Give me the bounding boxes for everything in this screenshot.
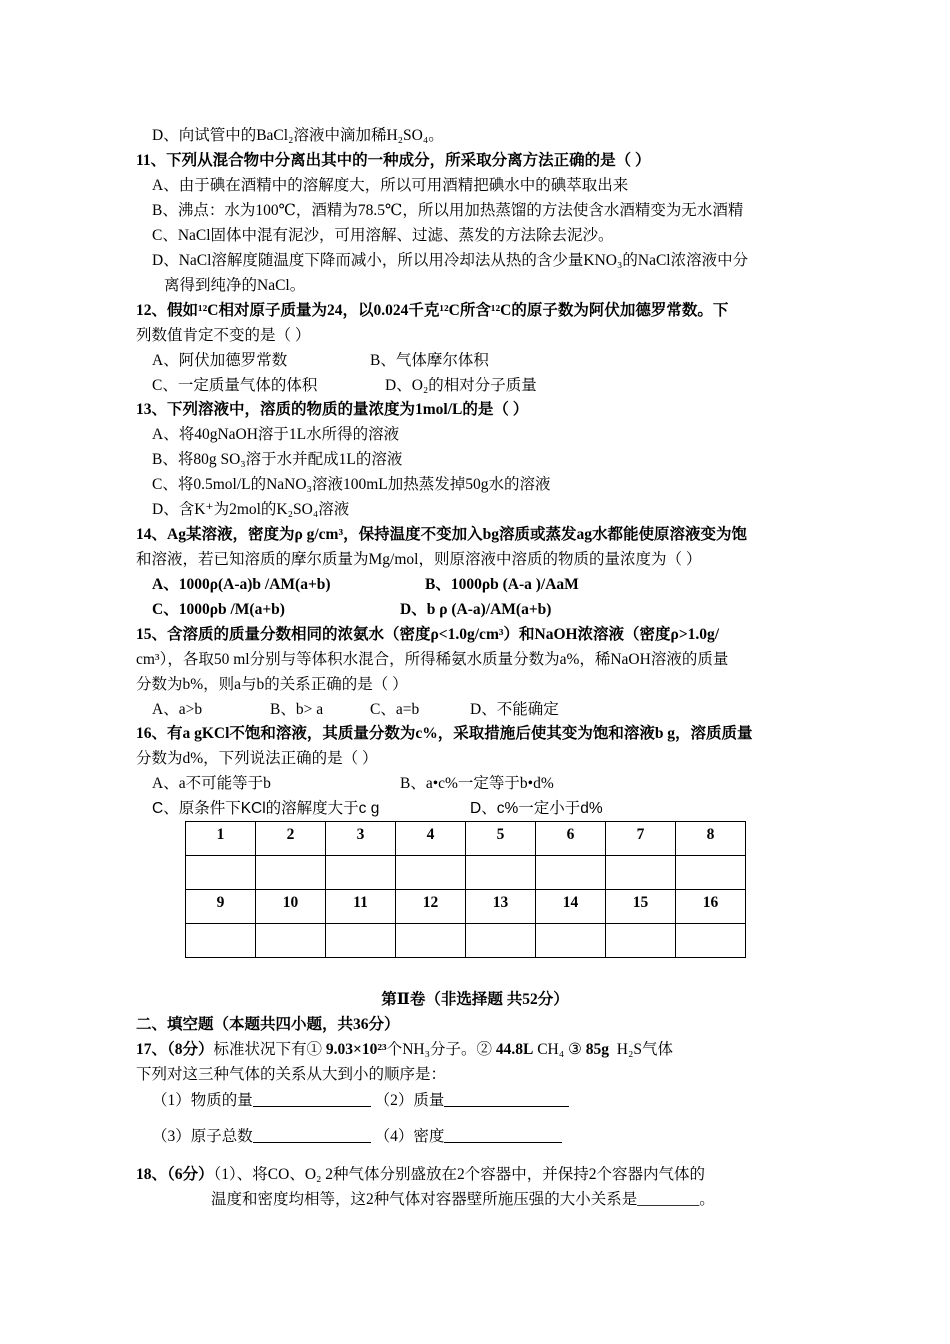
q17-score: （8分） bbox=[167, 1041, 214, 1058]
q12-option-b: B、气体摩尔体积 bbox=[370, 352, 489, 369]
q14-option-c: C、1000ρb /M(a+b) bbox=[152, 601, 285, 618]
q12-stem-cont: 列数值肯定不变的是（ ） bbox=[136, 327, 311, 344]
q12-option-c: C、一定质量气体的体积 bbox=[152, 377, 318, 394]
answer-number-14: 14 bbox=[536, 890, 606, 924]
part2-title: 第Ⅱ卷（非选择题 共52分） bbox=[381, 991, 569, 1008]
answer-number-7: 7 bbox=[606, 822, 676, 856]
q16-stem-cont: 分数为d%，下列说法正确的是（ ） bbox=[136, 750, 378, 767]
q16-option-c: C、原条件下KCl的溶解度大于c g bbox=[152, 800, 380, 817]
q15-stem-cont2: 分数为b%，则a与b的关系正确的是（ ） bbox=[136, 676, 408, 693]
answer-number-4: 4 bbox=[396, 822, 466, 856]
answer-blank[interactable] bbox=[253, 1090, 371, 1107]
answer-cell[interactable] bbox=[536, 924, 606, 958]
q11-option-b: B、沸点：水为100℃，酒精为78.5℃，所以用加热蒸馏的方法使含水酒精变为无水酒精 bbox=[152, 202, 744, 219]
q13-stem-text: 13、下列溶液中，溶质的物质的量浓度为1mol/L的是（ ） bbox=[136, 401, 529, 418]
answer-table-blank-row-1 bbox=[186, 856, 746, 890]
q17-stem bbox=[136, 1040, 673, 1060]
q15-stem-text: 15、含溶质的质量分数相同的浓氨水（密度ρ<1.0g/cm³）和NaOH浓溶液（密度ρ>1.0g/ bbox=[136, 626, 720, 643]
answer-cell[interactable] bbox=[256, 924, 326, 958]
q15-option-d: D、不能确定 bbox=[470, 701, 559, 718]
answer-table-header-row-2 bbox=[186, 890, 746, 924]
q15-option-a: A、a>b bbox=[152, 701, 203, 718]
q14-option-b: B、1000ρb (A-a )/AaM bbox=[425, 576, 579, 593]
q13-option-d: D、含K⁺为2mol的K₂SO₄溶液 bbox=[152, 501, 350, 518]
q17-number: 17、 bbox=[136, 1041, 168, 1058]
q15-option-b: B、b> a bbox=[270, 701, 324, 718]
q11-stem-text: 11、下列从混合物中分离出其中的一种成分，所采取分离方法正确的是（ ） bbox=[136, 152, 651, 169]
q12-stem bbox=[136, 301, 728, 321]
q11-option-d: D、NaCl溶解度随温度下降而减小，所以用冷却法从热的含少量KNO₃的NaCl浓溶液中分 bbox=[152, 252, 749, 269]
answer-number-8: 8 bbox=[676, 822, 746, 856]
q12-option-d: D、O₂的相对分子质量 bbox=[385, 377, 537, 394]
answer-table bbox=[185, 821, 746, 958]
answer-blank[interactable] bbox=[253, 1126, 371, 1143]
q17-sub1-label: （1）物质的量 bbox=[152, 1092, 253, 1109]
q13-option-b: B、将80g SO₃溶于水并配成1L的溶液 bbox=[152, 451, 403, 468]
answer-number-16: 16 bbox=[676, 890, 746, 924]
answer-cell[interactable] bbox=[256, 856, 326, 890]
q11-option-a: A、由于碘在酒精中的溶解度大，所以可用酒精把碘水中的碘萃取出来 bbox=[152, 177, 629, 194]
q14-stem-text: 14、Ag某溶液，密度为ρ g/cm³，保持温度不变加入bg溶质或蒸发ag水都能使原溶液变为饱 bbox=[136, 526, 747, 543]
answer-number-12: 12 bbox=[396, 890, 466, 924]
answer-cell[interactable] bbox=[326, 924, 396, 958]
q18-line2: 温度和密度均相等，这2种气体对容器壁所施压强的大小关系是________。 bbox=[211, 1191, 715, 1208]
q18-line1: （1）、将CO、O₂ 2种气体分别盛放在2个容器中，并保持2个容器内气体的 bbox=[213, 1166, 706, 1183]
q17-sub4-label: （4）密度 bbox=[374, 1128, 445, 1145]
q18-number: 18、 bbox=[136, 1166, 168, 1183]
answer-number-2: 2 bbox=[256, 822, 326, 856]
q11-stem bbox=[136, 151, 651, 171]
answer-number-11: 11 bbox=[326, 890, 396, 924]
q15-stem bbox=[136, 625, 719, 645]
answer-table-blank-row-2 bbox=[186, 924, 746, 958]
q17-text-c: CH₄ ③ bbox=[537, 1041, 582, 1058]
answer-number-13: 13 bbox=[466, 890, 536, 924]
answer-cell[interactable] bbox=[606, 924, 676, 958]
q15-stem-cont: cm³），各取50 ml分别与等体积水混合，所得稀氨水质量分数为a%，稀NaOH溶液的质量 bbox=[136, 651, 729, 668]
q14-stem bbox=[136, 525, 747, 545]
q17-value-2: 44.8L bbox=[495, 1041, 534, 1058]
q17-text-d: H₂S气体 bbox=[616, 1041, 674, 1058]
answer-cell[interactable] bbox=[326, 856, 396, 890]
answer-cell[interactable] bbox=[466, 856, 536, 890]
q18-stem bbox=[136, 1165, 705, 1185]
answer-cell[interactable] bbox=[676, 924, 746, 958]
answer-number-9: 9 bbox=[186, 890, 256, 924]
q15-option-c: C、a=b bbox=[370, 701, 420, 718]
q17-sub2-label: （2）质量 bbox=[374, 1092, 445, 1109]
q13-stem bbox=[136, 400, 528, 420]
q16-option-d: D、c%一定小于d% bbox=[470, 800, 603, 817]
answer-cell[interactable] bbox=[186, 924, 256, 958]
q14-option-d: D、b ρ (A-a)/AM(a+b) bbox=[400, 601, 552, 618]
q14-option-a: A、1000ρ(A-a)b /AM(a+b) bbox=[152, 576, 331, 593]
answer-number-10: 10 bbox=[256, 890, 326, 924]
q17-sub3 bbox=[152, 1126, 562, 1147]
q17-line2: 下列对这三种气体的关系从大到小的顺序是： bbox=[136, 1066, 447, 1083]
q17-text-b: 个NH₃分子。② bbox=[386, 1041, 492, 1058]
q16-stem bbox=[136, 724, 753, 744]
q17-sub1 bbox=[152, 1090, 569, 1111]
q17-sub3-label: （3）原子总数 bbox=[152, 1128, 253, 1145]
answer-cell[interactable] bbox=[186, 856, 256, 890]
q16-stem-text: 16、有a gKCl不饱和溶液，其质量分数为c%，采取措施后使其变为饱和溶液b g，溶质质量 bbox=[136, 725, 753, 742]
answer-blank[interactable] bbox=[444, 1126, 562, 1143]
q13-option-a: A、将40gNaOH溶于1L水所得的溶液 bbox=[152, 426, 400, 443]
section-title: 二、填空题（本题共四小题，共36分） bbox=[136, 1016, 400, 1033]
q16-option-a: A、a不可能等于b bbox=[152, 775, 271, 792]
q11-option-c: C、NaCl固体中混有泥沙，可用溶解、过滤、蒸发的方法除去泥沙。 bbox=[152, 227, 614, 244]
q17-value-3: 85g bbox=[585, 1041, 610, 1058]
answer-cell[interactable] bbox=[606, 856, 676, 890]
q12-option-a: A、阿伏加德罗常数 bbox=[152, 352, 288, 369]
answer-cell[interactable] bbox=[676, 856, 746, 890]
answer-blank[interactable] bbox=[444, 1090, 569, 1107]
answer-cell[interactable] bbox=[396, 856, 466, 890]
answer-number-1: 1 bbox=[186, 822, 256, 856]
q11-option-d-cont: 离得到纯净的NaCl。 bbox=[164, 277, 306, 294]
answer-number-3: 3 bbox=[326, 822, 396, 856]
answer-number-6: 6 bbox=[536, 822, 606, 856]
answer-number-5: 5 bbox=[466, 822, 536, 856]
answer-number-15: 15 bbox=[606, 890, 676, 924]
answer-table-header-row-1 bbox=[186, 822, 746, 856]
q16-option-b: B、a•c%一定等于b•d% bbox=[400, 775, 554, 792]
q12-stem-text: 12、假如¹²C相对原子质量为24，以0.024千克¹²C所含¹²C的原子数为阿伏加德罗常数。下 bbox=[136, 302, 729, 319]
answer-cell[interactable] bbox=[396, 924, 466, 958]
q10-option-d: D、向试管中的BaCl₂溶液中滴加稀H₂SO₄。 bbox=[152, 127, 444, 144]
q14-stem-cont: 和溶液，若已知溶质的摩尔质量为Mg/mol，则原溶液中溶质的物质的量浓度为（ ） bbox=[136, 551, 702, 568]
answer-cell[interactable] bbox=[536, 856, 606, 890]
q17-value-1: 9.03×10²³ bbox=[325, 1041, 387, 1058]
q13-option-c: C、将0.5mol/L的NaNO₃溶液100mL加热蒸发掉50g水的溶液 bbox=[152, 476, 551, 493]
answer-cell[interactable] bbox=[466, 924, 536, 958]
q17-text-a: 标准状况下有① bbox=[213, 1041, 323, 1058]
q18-score: （6分） bbox=[167, 1166, 214, 1183]
